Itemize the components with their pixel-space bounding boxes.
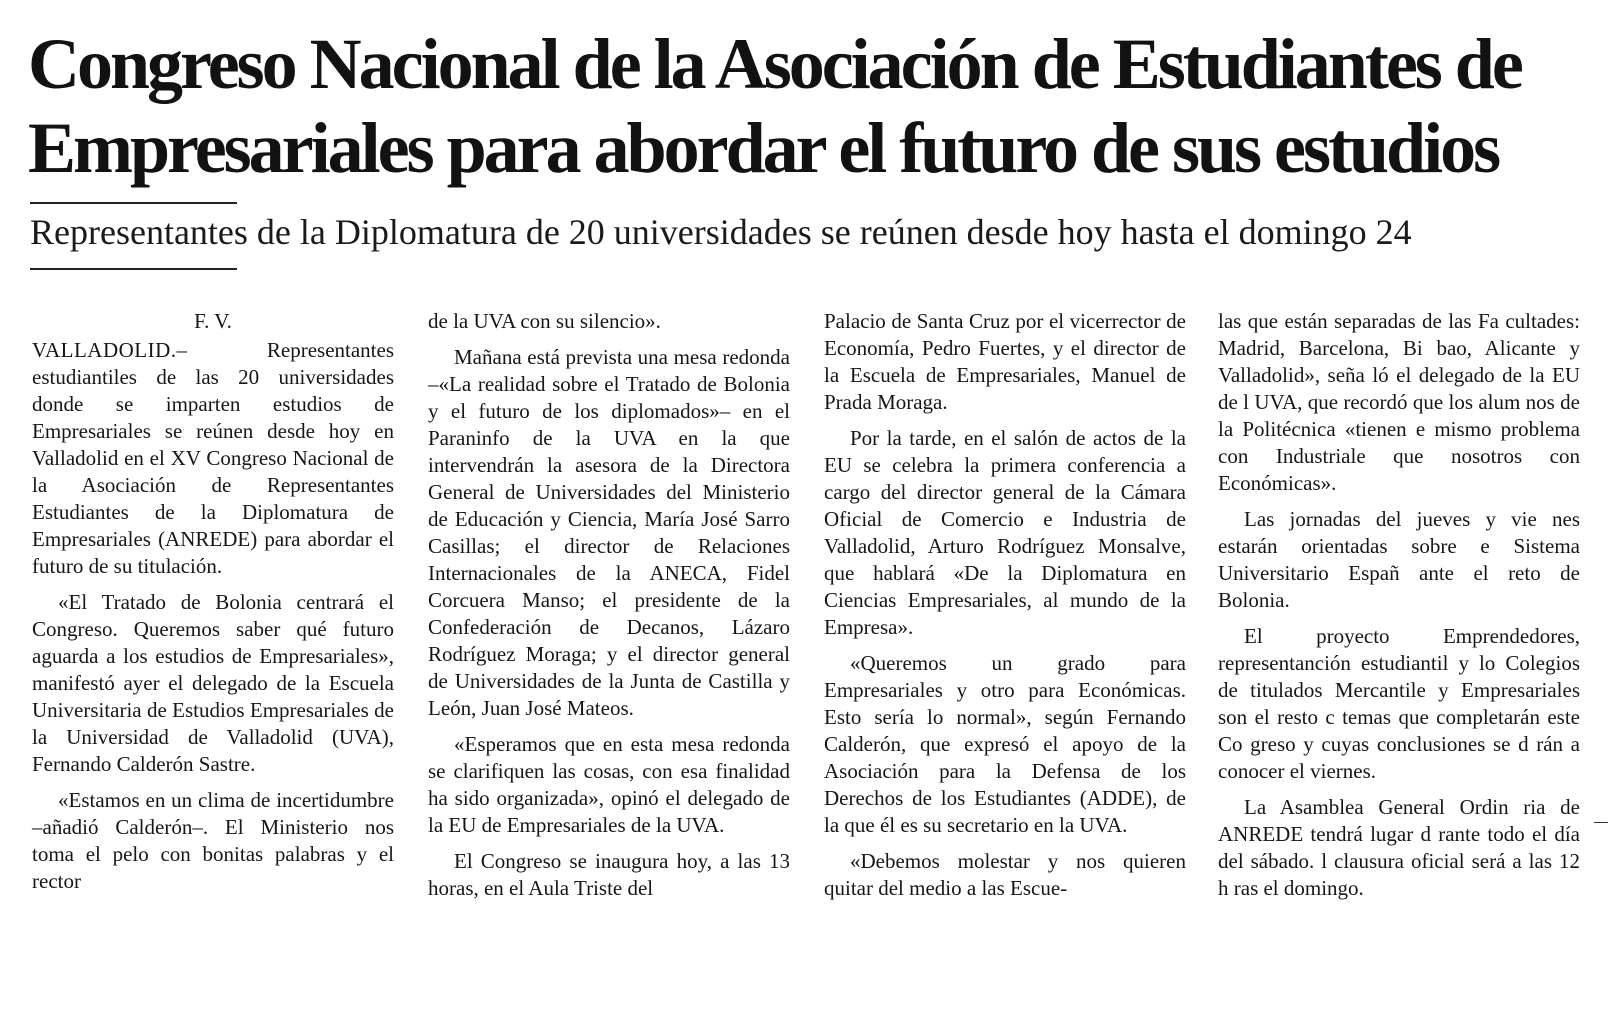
- article-subtitle: Representantes de la Diplomatura de 20 universidades se reúnen desde hoy hasta el domingo 24: [30, 212, 1412, 252]
- article-column-4: [1218, 308, 1610, 911]
- article-column-1: [32, 308, 394, 904]
- subtitle-bottom-rule: [30, 268, 237, 270]
- article-paragraph: las que están separadas de las Fa cultades: Madrid, Barcelona, Bi bao, Alicante y Valladolid», seña ló el delegado de la EU de l UVA, que recordó que los alum nos de la Politécnica «tienen e mismo problema con Industriale que nosotros con Económicas».: [1218, 309, 1580, 495]
- headline-line-2: Empresariales para abordar el futuro de sus estudios: [28, 108, 1499, 188]
- scan-edge-mark: [1594, 822, 1608, 823]
- article-headline: [28, 22, 1608, 190]
- paragraph-text: Representantes estudiantiles de las 20 universidades donde se imparten estudios de Empresariales se reúnen desde hoy en Valladolid en el XV Congreso Nacional de la Asociación de Representantes Estudiantes de la Diplomatura de Empresariales (ANREDE) para abordar el futuro de su titulación.: [32, 338, 394, 578]
- subtitle-top-rule: [30, 202, 237, 204]
- article-paragraph: La Asamblea General Ordin ria de ANREDE tendrá lugar d rante todo el día del sábado. l clausura oficial será a las 12 h ras el domingo.: [1218, 795, 1580, 900]
- article-paragraph: «Estamos en un clima de incertidumbre –añadió Calderón–. El Ministerio nos toma el pelo con bonitas palabras y el rector: [32, 788, 394, 893]
- article-paragraph: «Queremos un grado para Empresariales y otro para Económicas. Esto sería lo normal», según Fernando Calderón, que expresó el apoyo de la Asociación para la Defensa de los Derechos de los Estudiantes (ADDE), de la que él es su secretario en la UVA.: [824, 651, 1186, 837]
- article-paragraph: El Congreso se inaugura hoy, a las 13 horas, en el Aula Triste del: [428, 849, 790, 900]
- article-paragraph: «El Tratado de Bolonia centrará el Congreso. Queremos saber qué futuro aguarda a los estudios de Empresariales», manifestó ayer el delegado de la Escuela Universitaria de Estudios Empresariales de la Universidad de Valladolid (UVA), Fernando Calderón Sastre.: [32, 590, 394, 776]
- article-paragraph: Palacio de Santa Cruz por el vicerrector de Economía, Pedro Fuertes, y el director de la Escuela de Empresariales, Manuel de Prada Moraga.: [824, 309, 1186, 414]
- article-paragraph: «Esperamos que en esta mesa redonda se clarifiquen las cosas, con esa finalidad ha sido organizada», opinó el delegado de la EU de Empresariales de la UVA.: [428, 732, 790, 837]
- article-paragraph: El proyecto Emprendedores, representanción estudiantil y lo Colegios de titulados Mercantile y Empresariales son el resto c temas que completarán este Co greso y cuyas conclusiones se d rán a conocer el viernes.: [1218, 624, 1580, 783]
- article-paragraph: de la UVA con su silencio».: [428, 309, 661, 333]
- article-paragraph: Por la tarde, en el salón de actos de la EU se celebra la primera conferencia a cargo del director general de la Cámara Oficial de Comercio e Industria de Valladolid, Arturo Rodríguez Monsalve, que hablará «De la Diplomatura en Ciencias Empresariales, al mundo de la Empresa».: [824, 426, 1186, 639]
- article-column-3: [824, 308, 1186, 911]
- byline: F. V.: [194, 309, 232, 333]
- article-paragraph: «Debemos molestar y nos quieren quitar del medio a las Escue-: [824, 849, 1186, 900]
- headline-line-1: Congreso Nacional de la Asociación de Estudiantes de: [28, 24, 1521, 104]
- article-paragraph: Mañana está prevista una mesa redonda –«La realidad sobre el Tratado de Bolonia y el futuro de los diplomados»– en el Paraninfo de la UVA en la que intervendrán la asesora de la Directora General de Universidades del Ministerio de Educación y Ciencia, María José Sarro Casillas; el director de Relaciones Internacionales de la ANECA, Fidel Corcuera Manso; el presidente de la Confederación de Decanos, Lázaro Rodríguez Moraga; y el director general de Universidades de la Junta de Castilla y León, Juan José Mateos.: [428, 345, 790, 720]
- article-paragraph: Las jornadas del jueves y vie nes estarán orientadas sobre e Sistema Universitario Españ ante el reto de Bolonia.: [1218, 507, 1580, 612]
- article-paragraph: [32, 337, 394, 580]
- article-column-2: [428, 308, 790, 911]
- dateline: VALLADOLID.–: [32, 338, 188, 362]
